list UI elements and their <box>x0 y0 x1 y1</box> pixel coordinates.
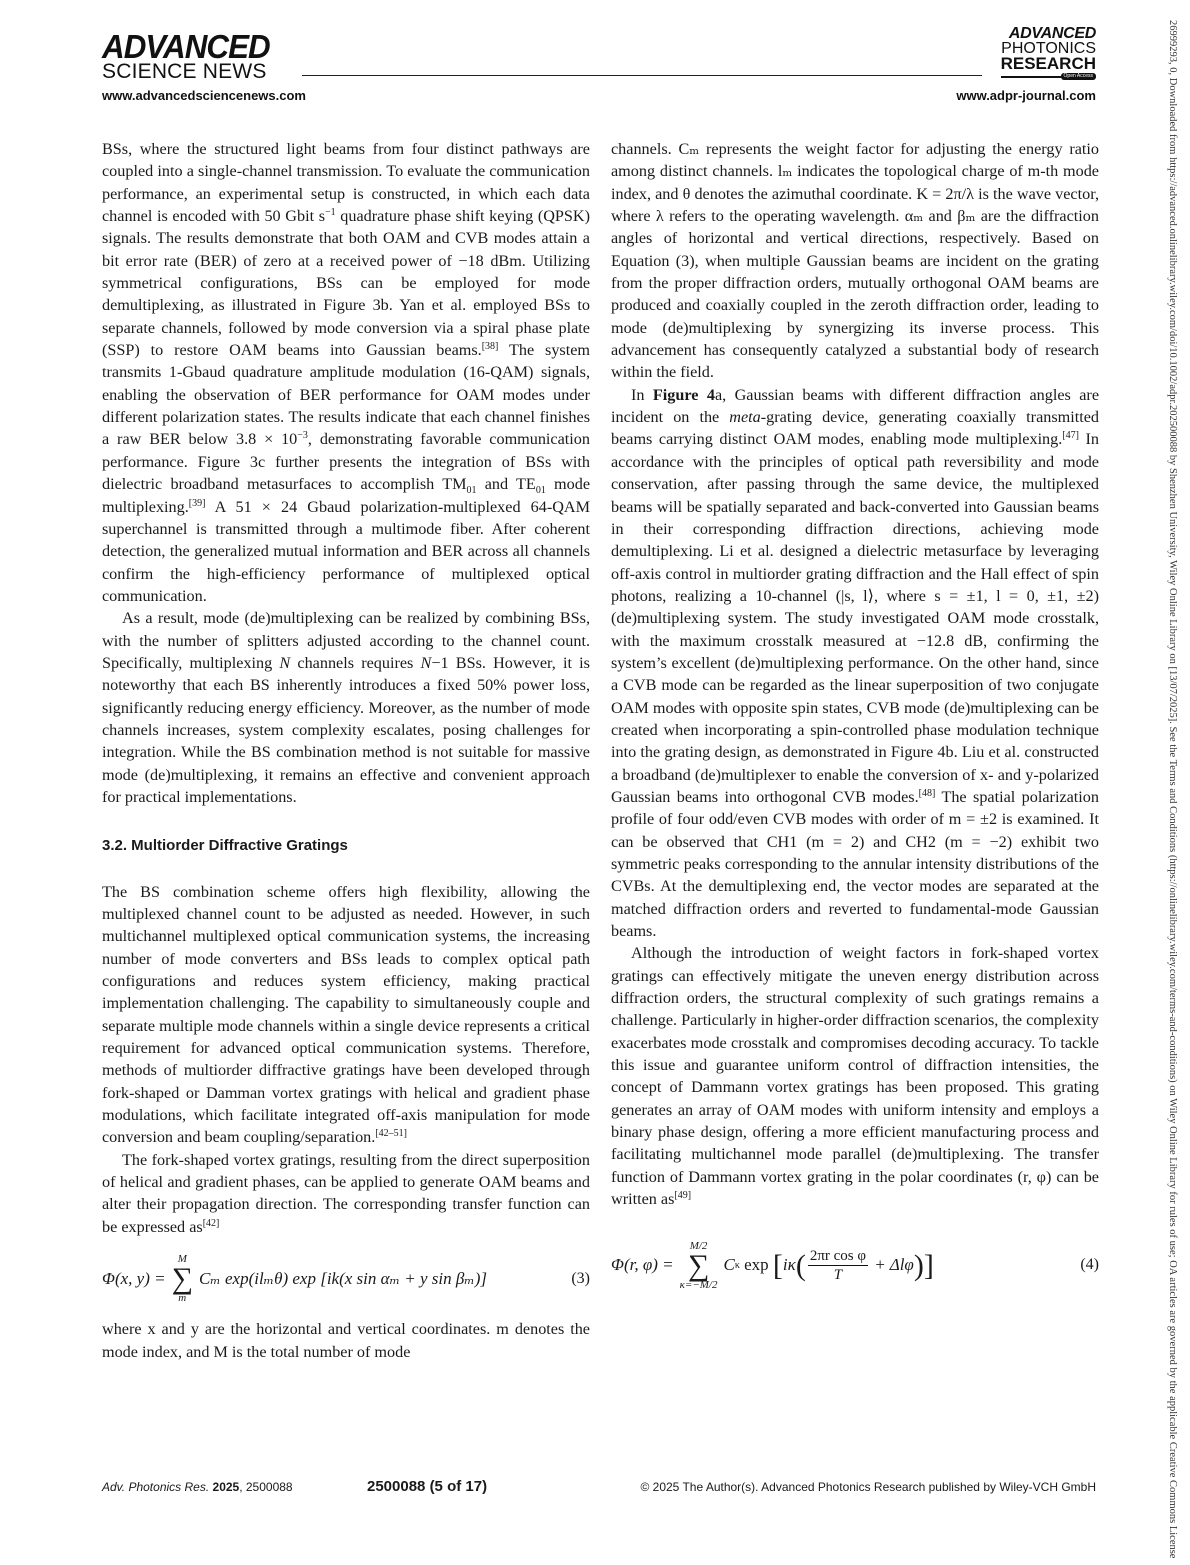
equation-4: Φ(r, φ) = M/2 ∑ κ=−M/2 C κ exp [ iκ ( $\frac{\text{2πr cos φ}}{T}$ + Δlφ )] (4) <box>611 1239 1099 1291</box>
paragraph: The BS combination scheme offers high flexibility, allowing the multiplexed channel count to be adjusted as needed. However, in such multichannel multiplexed optical communication systems, the increasing number of mode converters and BSs leads to complex optical path configurations and reduces system efficiency, making practical implementation challenging. The capability to simultaneously couple and separate multiple mode channels within a single device represents a critical requirement for advanced optical communication systems. Therefore, methods of multiorder diffractive gratings have been developed through fork-shaped or Damman vortex gratings with helical and gradient phase modulations, which facilitate integrated off-axis manipulation for mode conversion and beam coupling/separation.[42–51] <box>102 882 590 1147</box>
citation-link[interactable]: [38] <box>481 341 499 353</box>
right-column <box>611 138 1099 1305</box>
figure-link[interactable]: Figure 4 <box>652 385 715 404</box>
paragraph: In Figure 4a, Gaussian beams with different diffraction angles are incident on the meta-grating device, generating coaxially transmitted beams carrying distinct OAM modes, enabling mode multiplexing.[47] In accordance with the principles of optical path reversibility and mode conservation, after passing through the same device, the multiplexed beams will be spatially separated and back-converted into Gaussian beams in their corresponding diffraction directions, achieving mode demultiplexing. Li et al. designed a dielectric metasurface by leveraging off-axis control in multiorder grating diffraction and the Hall effect of spin photons, realizing a 10-channel (|s, l⟩, where s = ±1, l = 0, ±1, ±2) (de)multiplexing system. The study investigated OAM mode crosstalk, with the maximum crosstalk measured at −12.8 dB, confirming the system’s excellent (de)multiplexing performance. On the other hand, since a CVB mode can be regarded as the linear superposition of two conjugate OAM modes with opposite spin states, CVB mode (de)multiplexing can be created when incorporating a spin-controlled phase modulation technique into the grating design, as demonstrated in Figure 4b. Liu et al. constructed a broadband (de)multiplexer to enable the conversion of x- and y-polarized Gaussian beams into orthogonal CVB modes.[48] The spatial polarization profile of four odd/even CVB modes with order of m = ±2 is examined. It can be observed that CH1 (m = 2) and CH2 (m = −2) exhibit two symmetric peaks corresponding to the annular intensity distributions of the CVBs. At the demultiplexing end, the vector modes are separated at the matched diffraction orders and reverted to fundamental-mode Gaussian beams. <box>611 385 1100 941</box>
copyright-notice: © 2025 The Author(s). Advanced Photonics Research published by Wiley-VCH GmbH <box>640 1479 1096 1494</box>
summation-symbol: M/2 ∑ κ=−M/2 <box>679 1239 718 1291</box>
right-journal-url[interactable]: www.adpr-journal.com <box>956 88 1096 103</box>
citation-link[interactable]: [49] <box>674 1190 692 1202</box>
open-access-badge: Open Access <box>1061 73 1096 80</box>
citation-link[interactable]: [42–51] <box>375 1128 407 1140</box>
journal-citation: Adv. Photonics Res. 2025, 2500088 <box>102 1479 293 1494</box>
advanced-photonics-research-logo: ADVANCED PHOTONICS RESEARCH Open Access <box>1000 25 1096 79</box>
citation-link[interactable]: [39] <box>188 497 206 509</box>
paragraph: BSs, where the structured light beams from four distinct pathways are coupled into a single-channel transmission. To evaluate the communication performance, an experimental setup is constructed, in which each data channel is encoded with 50 Gbit $s^{-1}$ quadrature phase shift keying (QPSK) signals. The results demonstrate that both OAM and CVB modes attain a bit error rate (BER) of zero at a received power of −18 dBm. Utilizing symmetrical configurations, BSs can be employed for mode demultiplexing, as illustrated in Figure 3b. Yan et al. employed BSs to separate channels, followed by mode conversion via a spiral phase plate (SSP) to restore OAM beams into Gaussian beams.[38] The system transmits 1-Gbaud quadrature amplitude modulation (16-QAM) signals, enabling the observation of BER performance for OAM modes under different polarization states. The results indicate that each channel finishes a raw BER below $3.8 \times 10^{-3}$, demonstrating favorable communication performance. Figure 3c further presents the integration of BSs with dielectric broadband metasurfaces to accomplish $TM_{01}$ and $TE_{01}$ mode multiplexing.[39] A 51 × 24 Gbaud polarization-multiplexed 64-QAM superchannel is transmitted through a multimode fiber. After coherent detection, the generalized mutual information and BER across all channels confirm the high-efficiency performance of multiplexed optical communication. <box>102 140 591 605</box>
open-access-line <box>1001 76 1061 78</box>
advanced-science-news-logo: ADVANCED SCIENCE NEWS <box>102 28 270 83</box>
paragraph: channels. Cₘ represents the weight factor for adjusting the energy ratio among distinct channels. lₘ indicates the topological charge of m-th mode index, and θ denotes the azimuthal coordinate. K = 2π/λ is the wave vector, where λ refers to the operating wavelength. αₘ and βₘ are the diffraction angles of horizontal and vertical directions, respectively. Based on Equation (3), when multiple Gaussian beams are incident on the grating from the proper diffraction orders, mutually orthogonal OAM beams are produced and coaxially coupled in the zeroth diffraction order, leading to mode (de)multiplexing by synergizing its inverse process. This advancement has consequently catalyzed a substantial body of research within the field. <box>611 140 1099 382</box>
page-footer <box>102 1478 1096 1495</box>
left-column <box>102 138 590 1363</box>
fraction: $\frac{\text{2πr cos φ}}{T}$ <box>809 1248 867 1283</box>
equation-number: (4) <box>1080 1256 1099 1274</box>
equation-3: Φ(x, y) = M ∑ m Cₘ exp(ilₘθ) exp [ik(x sin αₘ + y sin βₘ)] (3) <box>102 1253 590 1305</box>
citation-link[interactable]: [42] <box>202 1217 220 1229</box>
citation-link[interactable]: [47] <box>1062 430 1079 442</box>
summation-symbol: M ∑ m <box>171 1253 193 1305</box>
paragraph: The fork-shaped vortex gratings, resulting from the direct superposition of helical and gradient phases, can be applied to generate OAM beams and alter their propagation direction. The corresponding transfer function can be expressed as[42] <box>102 1150 590 1236</box>
header-divider <box>302 75 982 76</box>
citation-link[interactable]: [48] <box>918 787 936 799</box>
equation-number: (3) <box>571 1269 590 1287</box>
download-notice-sidebar: 26999293, 0, Downloaded from https://advanced.onlinelibrary.wiley.com/doi/10.1002/adpr.202500088 by Shenzhen University, Wiley Online Library on [13/07/2025]. See the Terms and Conditions (https://onlinelibrary.wiley.com/terms-and-conditions) on Wiley Online Library for rules of use; OA articles are governed by the applicable Creative Commons License <box>1167 20 1178 1559</box>
paragraph: Although the introduction of weight factors in fork-shaped vortex gratings can effectively mitigate the uneven energy distribution across diffraction orders, the structural complexity of such gratings remains a challenge. Particularly in higher-order diffraction scenarios, the complexity exacerbates mode crosstalk and compromises decoding accuracy. To tackle this issue and guarantee uniform control of diffraction intensities, the concept of Dammann vortex gratings has been proposed. This grating generates an array of OAM modes with uniform intensity and employs a binary phase design, offering a more efficient manufacturing process and facilitating multichannel mode parallel (de)multiplexing. The transfer function of Dammann vortex grating in the polar coordinates (r, φ) can be written as[49] <box>611 944 1099 1209</box>
open-access-row <box>1001 73 1096 80</box>
section-heading: 3.2. Multiorder Diffractive Gratings <box>102 837 348 855</box>
paragraph: As a result, mode (de)multiplexing can be realized by combining BSs, with the number of splitters adjusted according to the channel count. Specifically, multiplexing N channels requires N−1 BSs. However, it is noteworthy that each BS inherently introduces a fixed 50% power loss, significantly reducing energy efficiency. Moreover, as the number of mode channels increases, system complexity escalates, posing challenges for integration. While the BS combination method is not suitable for massive mode (de)multiplexing, it remains an effective and convenient approach for practical implementations. <box>102 609 590 806</box>
left-journal-url[interactable]: www.advancedsciencenews.com <box>102 88 306 103</box>
paragraph: where x and y are the horizontal and vertical coordinates. m denotes the mode index, and M is the total number of mode <box>102 1320 590 1361</box>
page-number: 2500088 (5 of 17) <box>367 1478 488 1495</box>
